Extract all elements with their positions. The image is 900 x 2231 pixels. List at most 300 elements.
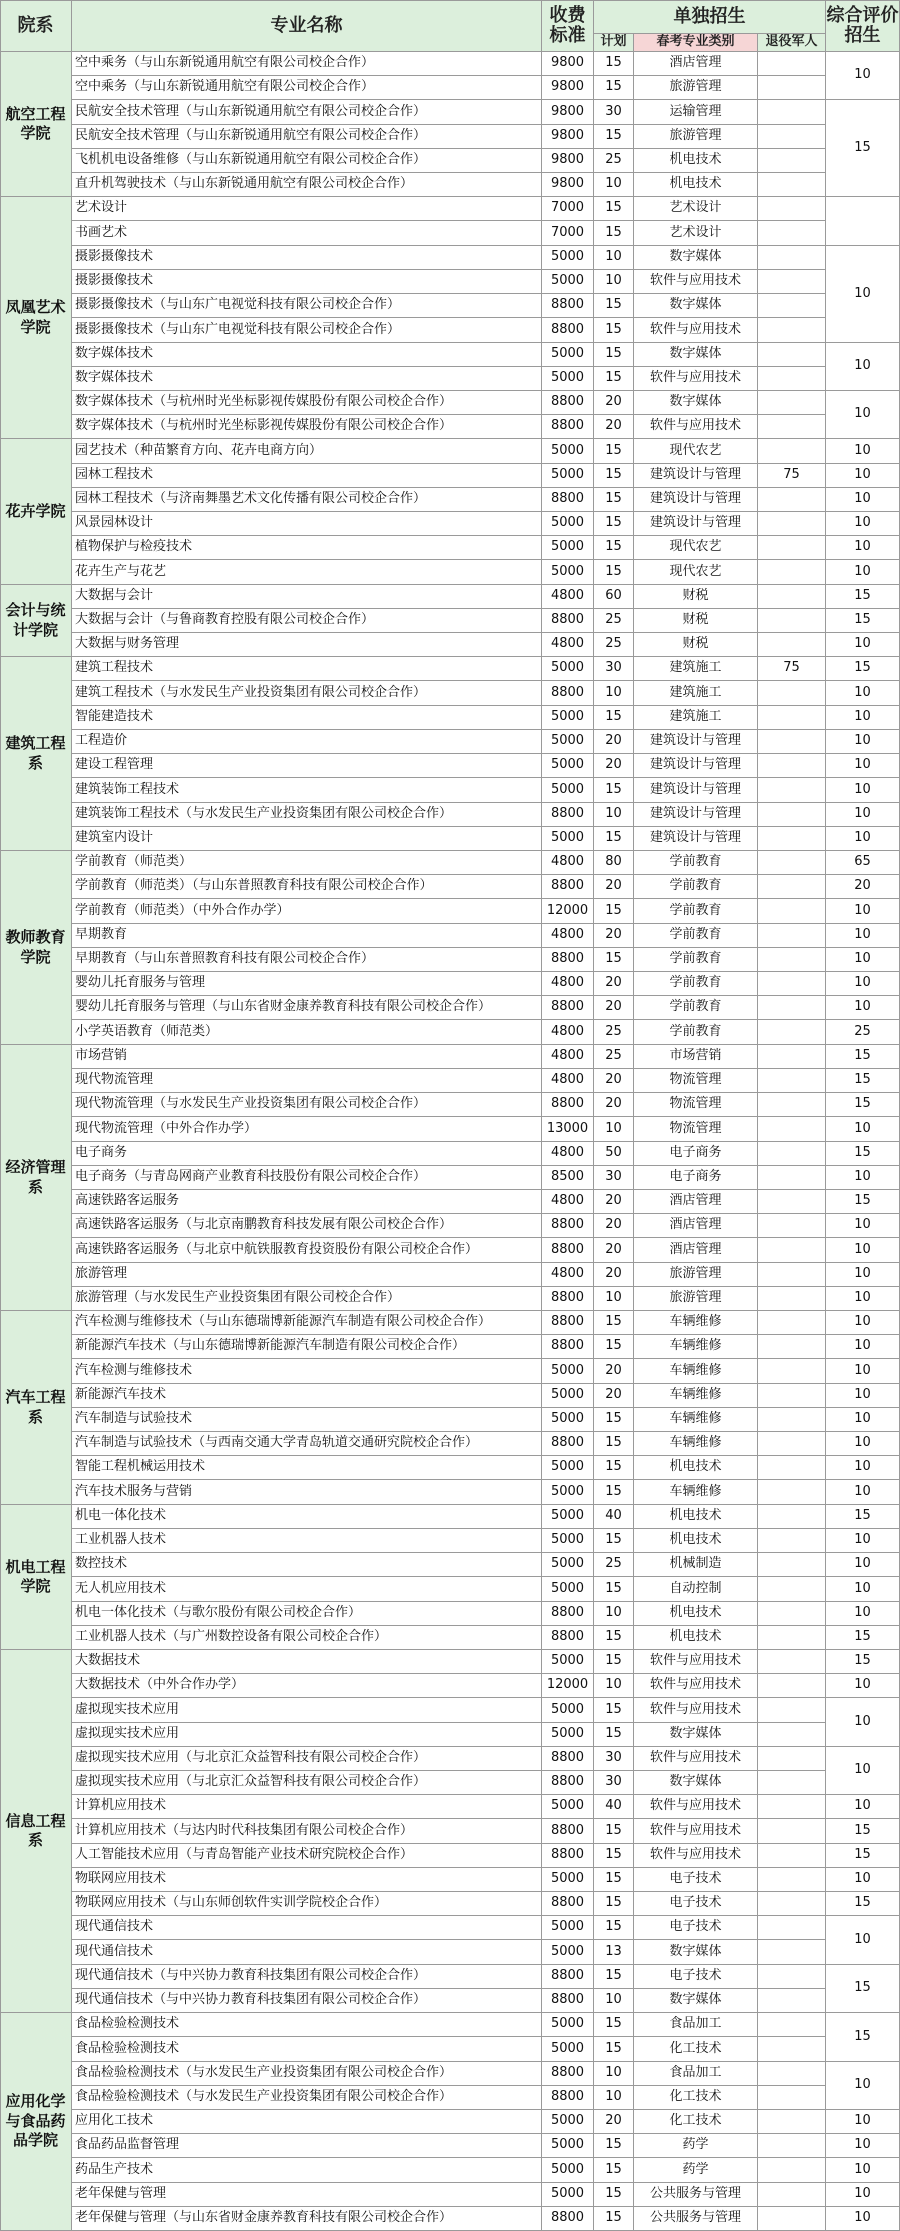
plan-cell: 15 [594, 1819, 634, 1844]
major-cell: 药品生产技术 [72, 2158, 542, 2183]
major-cell: 大数据与财务管理 [72, 633, 542, 657]
comprehensive-cell: 20 [826, 875, 900, 899]
veteran-cell [758, 1384, 826, 1408]
category-cell: 食品加工 [634, 2013, 758, 2037]
veteran-cell [758, 2183, 826, 2207]
comprehensive-cell: 10 [826, 2110, 900, 2134]
comprehensive-cell: 10 [826, 996, 900, 1020]
fee-cell: 4800 [542, 924, 594, 948]
major-cell: 旅游管理（与水发民生产业投资集团有限公司校企合作） [72, 1287, 542, 1311]
veteran-cell [758, 1480, 826, 1505]
veteran-cell [758, 1263, 826, 1287]
major-cell: 汽车技术服务与营销 [72, 1480, 542, 1505]
major-cell: 大数据与会计（与鲁商教育控股有限公司校企合作） [72, 609, 542, 633]
comprehensive-cell: 10 [826, 1359, 900, 1384]
plan-cell: 15 [594, 1844, 634, 1868]
major-cell: 大数据与会计 [72, 585, 542, 609]
fee-cell: 5000 [542, 2110, 594, 2134]
plan-cell: 20 [594, 1069, 634, 1093]
comprehensive-cell: 15 [826, 657, 900, 681]
comprehensive-cell: 10 [826, 343, 900, 391]
fee-cell: 8800 [542, 2207, 594, 2231]
comprehensive-cell: 10 [826, 246, 900, 343]
fee-cell: 5000 [542, 754, 594, 778]
major-cell: 无人机应用技术 [72, 1577, 542, 1602]
category-cell: 软件与应用技术 [634, 1795, 758, 1819]
major-cell: 智能建造技术 [72, 706, 542, 730]
veteran-cell [758, 1989, 826, 2013]
veteran-cell: 75 [758, 657, 826, 681]
comprehensive-cell: 65 [826, 851, 900, 875]
comprehensive-cell: 10 [826, 536, 900, 560]
comprehensive-cell: 10 [826, 706, 900, 730]
plan-cell: 15 [594, 2207, 634, 2231]
major-cell: 植物保护与检疫技术 [72, 536, 542, 560]
major-cell: 建筑室内设计 [72, 827, 542, 851]
fee-cell: 9800 [542, 149, 594, 173]
category-cell: 建筑设计与管理 [634, 754, 758, 778]
fee-cell: 8800 [542, 1287, 594, 1311]
fee-cell: 8800 [542, 1602, 594, 1626]
fee-cell: 9800 [542, 52, 594, 76]
veteran-cell [758, 1166, 826, 1190]
comprehensive-cell: 10 [826, 2158, 900, 2183]
plan-cell: 20 [594, 415, 634, 439]
major-cell: 机电一体化技术 [72, 1505, 542, 1529]
veteran-cell [758, 2134, 826, 2158]
fee-cell: 8800 [542, 1844, 594, 1868]
plan-cell: 15 [594, 1698, 634, 1723]
fee-cell: 5000 [542, 1384, 594, 1408]
fee-cell: 5000 [542, 657, 594, 681]
plan-cell: 15 [594, 1965, 634, 1989]
veteran-cell [758, 173, 826, 197]
comprehensive-cell: 10 [826, 2134, 900, 2158]
plan-cell: 15 [594, 439, 634, 464]
veteran-cell [758, 343, 826, 367]
veteran-cell [758, 1771, 826, 1795]
category-cell: 电子商务 [634, 1166, 758, 1190]
plan-cell: 15 [594, 1723, 634, 1747]
category-cell: 药学 [634, 2134, 758, 2158]
fee-cell: 8800 [542, 318, 594, 343]
major-cell: 旅游管理 [72, 1263, 542, 1287]
category-cell: 软件与应用技术 [634, 1747, 758, 1771]
veteran-cell [758, 415, 826, 439]
fee-cell: 5000 [542, 1529, 594, 1553]
category-cell: 学前教育 [634, 996, 758, 1020]
veteran-cell [758, 827, 826, 851]
plan-cell: 20 [594, 754, 634, 778]
fee-cell: 9800 [542, 173, 594, 197]
fee-cell: 5000 [542, 1553, 594, 1577]
comprehensive-cell: 10 [826, 1553, 900, 1577]
fee-cell: 8800 [542, 875, 594, 899]
veteran-cell [758, 1553, 826, 1577]
category-cell: 数字媒体 [634, 1989, 758, 2013]
category-cell: 建筑设计与管理 [634, 803, 758, 827]
category-cell: 学前教育 [634, 924, 758, 948]
fee-cell: 8800 [542, 1626, 594, 1650]
veteran-cell [758, 1408, 826, 1432]
fee-cell: 8500 [542, 1166, 594, 1190]
comprehensive-cell: 10 [826, 754, 900, 778]
comprehensive-cell: 15 [826, 1190, 900, 1214]
category-cell: 软件与应用技术 [634, 367, 758, 391]
plan-cell: 15 [594, 1892, 634, 1916]
veteran-cell [758, 1795, 826, 1819]
major-cell: 直升机驾驶技术（与山东新锐通用航空有限公司校企合作） [72, 173, 542, 197]
plan-cell: 15 [594, 512, 634, 536]
plan-cell: 30 [594, 100, 634, 125]
fee-cell: 8800 [542, 1093, 594, 1117]
major-cell: 虚拟现实技术应用 [72, 1723, 542, 1747]
plan-cell: 10 [594, 803, 634, 827]
veteran-cell [758, 1117, 826, 1142]
major-cell: 高速铁路客运服务（与北京南鹏教育科技发展有限公司校企合作） [72, 1214, 542, 1238]
veteran-cell [758, 1529, 826, 1553]
comprehensive-cell: 15 [826, 1069, 900, 1093]
category-cell: 电子技术 [634, 1868, 758, 1892]
veteran-cell [758, 948, 826, 972]
plan-cell: 30 [594, 1747, 634, 1771]
comprehensive-cell: 10 [826, 1214, 900, 1238]
veteran-cell [758, 149, 826, 173]
major-cell: 物联网应用技术（与山东师创软件实训学院校企合作） [72, 1892, 542, 1916]
comprehensive-cell: 15 [826, 2013, 900, 2062]
category-cell: 数字媒体 [634, 294, 758, 318]
veteran-cell [758, 1287, 826, 1311]
fee-cell: 8800 [542, 996, 594, 1020]
veteran-cell [758, 2110, 826, 2134]
category-cell: 建筑设计与管理 [634, 730, 758, 754]
fee-cell: 5000 [542, 1795, 594, 1819]
plan-cell: 10 [594, 1602, 634, 1626]
category-cell: 车辆维修 [634, 1480, 758, 1505]
plan-cell: 10 [594, 1287, 634, 1311]
major-cell: 数字媒体技术 [72, 367, 542, 391]
comprehensive-cell: 10 [826, 972, 900, 996]
major-cell: 食品检验检测技术 [72, 2037, 542, 2062]
veteran-cell [758, 100, 826, 125]
comprehensive-cell: 10 [826, 1238, 900, 1263]
fee-cell: 12000 [542, 1674, 594, 1698]
fee-cell: 5000 [542, 2013, 594, 2037]
plan-cell: 30 [594, 1771, 634, 1795]
category-cell: 旅游管理 [634, 1263, 758, 1287]
major-cell: 建筑工程技术 [72, 657, 542, 681]
veteran-cell [758, 706, 826, 730]
fee-cell: 5000 [542, 706, 594, 730]
comprehensive-cell: 10 [826, 681, 900, 706]
major-cell: 学前教育（师范类）（与山东普照教育科技有限公司校企合作） [72, 875, 542, 899]
category-cell: 电子技术 [634, 1965, 758, 1989]
veteran-cell [758, 270, 826, 294]
comprehensive-cell: 15 [826, 1650, 900, 1674]
category-cell: 现代农艺 [634, 439, 758, 464]
plan-cell: 15 [594, 899, 634, 924]
fee-cell: 8800 [542, 294, 594, 318]
fee-cell: 5000 [542, 1456, 594, 1480]
category-cell: 酒店管理 [634, 1190, 758, 1214]
veteran-cell [758, 1142, 826, 1166]
category-cell: 软件与应用技术 [634, 415, 758, 439]
major-cell: 新能源汽车技术 [72, 1384, 542, 1408]
major-cell: 高速铁路客运服务 [72, 1190, 542, 1214]
veteran-cell [758, 585, 826, 609]
major-cell: 空中乘务（与山东新锐通用航空有限公司校企合作） [72, 52, 542, 76]
major-cell: 电子商务 [72, 1142, 542, 1166]
fee-cell: 8800 [542, 1965, 594, 1989]
category-cell: 旅游管理 [634, 76, 758, 100]
fee-cell: 5000 [542, 2158, 594, 2183]
fee-cell: 8800 [542, 1819, 594, 1844]
fee-cell: 12000 [542, 899, 594, 924]
plan-cell: 15 [594, 464, 634, 488]
category-cell: 物流管理 [634, 1093, 758, 1117]
veteran-cell [758, 1844, 826, 1868]
plan-cell: 15 [594, 488, 634, 512]
category-cell: 电子技术 [634, 1892, 758, 1916]
category-cell: 自动控制 [634, 1577, 758, 1602]
fee-cell: 8800 [542, 1335, 594, 1359]
veteran-cell [758, 391, 826, 415]
plan-cell: 15 [594, 1529, 634, 1553]
plan-cell: 10 [594, 1989, 634, 2013]
category-cell: 财税 [634, 585, 758, 609]
comprehensive-cell: 15 [826, 1844, 900, 1868]
major-cell: 建筑装饰工程技术 [72, 778, 542, 803]
veteran-cell [758, 875, 826, 899]
veteran-cell [758, 1069, 826, 1093]
major-cell: 民航安全技术管理（与山东新锐通用航空有限公司校企合作） [72, 100, 542, 125]
major-cell: 电子商务（与青岛网商产业教育科技股份有限公司校企合作） [72, 1166, 542, 1190]
category-cell: 化工技术 [634, 2086, 758, 2110]
category-cell: 软件与应用技术 [634, 1674, 758, 1698]
major-cell: 建设工程管理 [72, 754, 542, 778]
major-cell: 虚拟现实技术应用 [72, 1698, 542, 1723]
header-fee: 收费标准 [542, 0, 594, 52]
plan-cell: 20 [594, 730, 634, 754]
major-cell: 物联网应用技术 [72, 1868, 542, 1892]
category-cell: 酒店管理 [634, 1214, 758, 1238]
major-cell: 艺术设计 [72, 197, 542, 221]
major-cell: 工业机器人技术 [72, 1529, 542, 1553]
comprehensive-cell: 10 [826, 1311, 900, 1335]
category-cell: 电子商务 [634, 1142, 758, 1166]
department-cell: 信息工程系 [0, 1650, 72, 2013]
veteran-cell [758, 1819, 826, 1844]
major-cell: 婴幼儿托育服务与管理（与山东省财金康养教育科技有限公司校企合作） [72, 996, 542, 1020]
comprehensive-cell: 10 [826, 1674, 900, 1698]
fee-cell: 5000 [542, 827, 594, 851]
header-single: 单独招生 [594, 0, 826, 34]
plan-cell: 25 [594, 609, 634, 633]
category-cell: 艺术设计 [634, 197, 758, 221]
category-cell: 物流管理 [634, 1117, 758, 1142]
comprehensive-cell: 10 [826, 1335, 900, 1359]
plan-cell: 40 [594, 1505, 634, 1529]
plan-cell: 15 [594, 706, 634, 730]
fee-cell: 8800 [542, 488, 594, 512]
plan-cell: 60 [594, 585, 634, 609]
fee-cell: 5000 [542, 730, 594, 754]
major-cell: 学前教育（师范类）（中外合作办学） [72, 899, 542, 924]
veteran-cell [758, 52, 826, 76]
major-cell: 现代通信技术（与中兴协力教育科技集团有限公司校企合作） [72, 1989, 542, 2013]
fee-cell: 7000 [542, 221, 594, 246]
major-cell: 婴幼儿托育服务与管理 [72, 972, 542, 996]
veteran-cell [758, 1214, 826, 1238]
category-cell: 旅游管理 [634, 1287, 758, 1311]
fee-cell: 4800 [542, 1142, 594, 1166]
comprehensive-cell: 15 [826, 1965, 900, 2013]
comprehensive-cell: 10 [826, 1795, 900, 1819]
veteran-cell [758, 221, 826, 246]
category-cell: 车辆维修 [634, 1408, 758, 1432]
major-cell: 汽车制造与试验技术（与西南交通大学青岛轨道交通研究院校企合作） [72, 1432, 542, 1456]
comprehensive-cell: 15 [826, 1093, 900, 1117]
comprehensive-cell: 10 [826, 1529, 900, 1553]
category-cell: 学前教育 [634, 972, 758, 996]
plan-cell: 15 [594, 778, 634, 803]
plan-cell: 10 [594, 1117, 634, 1142]
major-cell: 现代通信技术 [72, 1940, 542, 1965]
major-cell: 新能源汽车技术（与山东德瑞博新能源汽车制造有限公司校企合作） [72, 1335, 542, 1359]
veteran-cell [758, 488, 826, 512]
veteran-cell [758, 1965, 826, 1989]
major-cell: 数字媒体技术 [72, 343, 542, 367]
category-cell: 建筑设计与管理 [634, 464, 758, 488]
plan-cell: 25 [594, 1045, 634, 1069]
department-cell: 航空工程学院 [0, 52, 72, 197]
category-cell: 机电技术 [634, 149, 758, 173]
veteran-cell: 75 [758, 464, 826, 488]
major-cell: 食品药品监督管理 [72, 2134, 542, 2158]
comprehensive-cell [826, 197, 900, 246]
fee-cell: 4800 [542, 1190, 594, 1214]
fee-cell: 8800 [542, 2086, 594, 2110]
plan-cell: 25 [594, 1553, 634, 1577]
major-cell: 小学英语教育（师范类） [72, 1020, 542, 1045]
category-cell: 建筑设计与管理 [634, 827, 758, 851]
veteran-cell [758, 681, 826, 706]
fee-cell: 5000 [542, 512, 594, 536]
category-cell: 运输管理 [634, 100, 758, 125]
category-cell: 财税 [634, 609, 758, 633]
category-cell: 酒店管理 [634, 1238, 758, 1263]
fee-cell: 5000 [542, 367, 594, 391]
fee-cell: 5000 [542, 464, 594, 488]
fee-cell: 5000 [542, 1868, 594, 1892]
veteran-cell [758, 1747, 826, 1771]
comprehensive-cell: 15 [826, 585, 900, 609]
plan-cell: 15 [594, 1456, 634, 1480]
comprehensive-cell: 15 [826, 1505, 900, 1529]
fee-cell: 5000 [542, 1916, 594, 1940]
major-cell: 人工智能技术应用（与青岛智能产业技术研究院校企合作） [72, 1844, 542, 1868]
veteran-cell [758, 125, 826, 149]
comprehensive-cell: 10 [826, 391, 900, 439]
major-cell: 虚拟现实技术应用（与北京汇众益智科技有限公司校企合作） [72, 1747, 542, 1771]
veteran-cell [758, 1577, 826, 1602]
plan-cell: 20 [594, 996, 634, 1020]
major-cell: 大数据技术（中外合作办学） [72, 1674, 542, 1698]
veteran-cell [758, 2207, 826, 2231]
plan-cell: 40 [594, 1795, 634, 1819]
fee-cell: 5000 [542, 246, 594, 270]
major-cell: 现代物流管理（中外合作办学） [72, 1117, 542, 1142]
plan-cell: 20 [594, 1263, 634, 1287]
header-veteran: 退役军人 [758, 34, 826, 52]
major-cell: 计算机应用技术（与达内时代科技集团有限公司校企合作） [72, 1819, 542, 1844]
fee-cell: 4800 [542, 633, 594, 657]
comprehensive-cell: 10 [826, 2183, 900, 2207]
major-cell: 空中乘务（与山东新锐通用航空有限公司校企合作） [72, 76, 542, 100]
fee-cell: 5000 [542, 1480, 594, 1505]
category-cell: 数字媒体 [634, 1940, 758, 1965]
plan-cell: 15 [594, 294, 634, 318]
veteran-cell [758, 536, 826, 560]
comprehensive-cell: 10 [826, 899, 900, 924]
fee-cell: 4800 [542, 1069, 594, 1093]
veteran-cell [758, 1093, 826, 1117]
category-cell: 数字媒体 [634, 1723, 758, 1747]
plan-cell: 15 [594, 52, 634, 76]
category-cell: 软件与应用技术 [634, 1819, 758, 1844]
plan-cell: 15 [594, 1577, 634, 1602]
header-category: 春考专业类别 [634, 34, 758, 52]
fee-cell: 7000 [542, 197, 594, 221]
fee-cell: 5000 [542, 343, 594, 367]
plan-cell: 15 [594, 2158, 634, 2183]
category-cell: 物流管理 [634, 1069, 758, 1093]
plan-cell: 15 [594, 2134, 634, 2158]
major-cell: 市场营销 [72, 1045, 542, 1069]
veteran-cell [758, 1602, 826, 1626]
major-cell: 早期教育（与山东普照教育科技有限公司校企合作） [72, 948, 542, 972]
category-cell: 现代农艺 [634, 536, 758, 560]
major-cell: 数控技术 [72, 1553, 542, 1577]
fee-cell: 8800 [542, 391, 594, 415]
plan-cell: 15 [594, 125, 634, 149]
fee-cell: 8800 [542, 609, 594, 633]
fee-cell: 9800 [542, 100, 594, 125]
fee-cell: 5000 [542, 2134, 594, 2158]
plan-cell: 20 [594, 1093, 634, 1117]
veteran-cell [758, 2062, 826, 2086]
fee-cell: 9800 [542, 76, 594, 100]
veteran-cell [758, 1723, 826, 1747]
comprehensive-cell: 10 [826, 1747, 900, 1795]
major-cell: 数字媒体技术（与杭州时光坐标影视传媒股份有限公司校企合作） [72, 415, 542, 439]
category-cell: 化工技术 [634, 2110, 758, 2134]
category-cell: 机电技术 [634, 1602, 758, 1626]
veteran-cell [758, 439, 826, 464]
comprehensive-cell: 15 [826, 1142, 900, 1166]
fee-cell: 4800 [542, 1045, 594, 1069]
comprehensive-cell: 25 [826, 1020, 900, 1045]
major-cell: 书画艺术 [72, 221, 542, 246]
category-cell: 建筑施工 [634, 657, 758, 681]
fee-cell: 5000 [542, 1408, 594, 1432]
veteran-cell [758, 1674, 826, 1698]
major-cell: 机电一体化技术（与歌尔股份有限公司校企合作） [72, 1602, 542, 1626]
fee-cell: 4800 [542, 585, 594, 609]
major-cell: 花卉生产与花艺 [72, 560, 542, 585]
category-cell: 数字媒体 [634, 1771, 758, 1795]
comprehensive-cell: 15 [826, 100, 900, 197]
